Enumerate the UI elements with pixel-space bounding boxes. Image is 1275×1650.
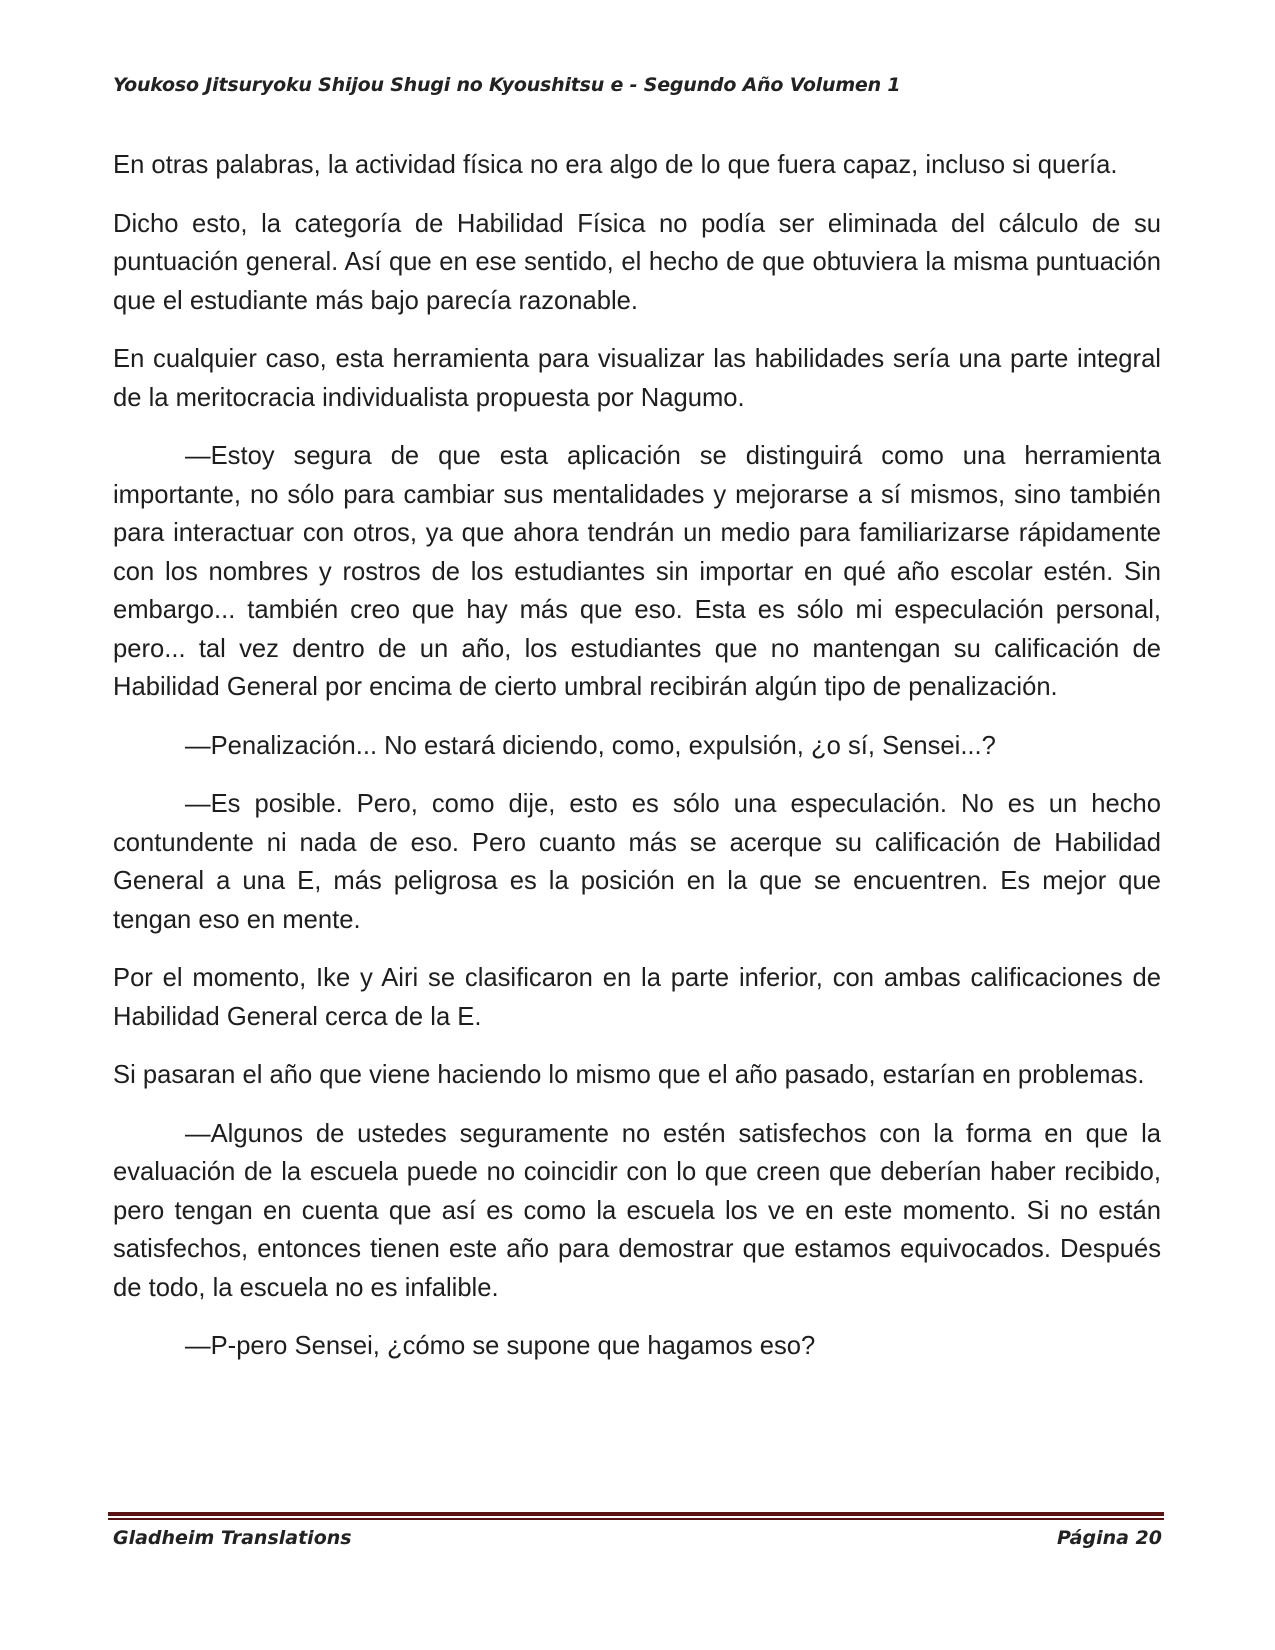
footer-rule-thin: [108, 1518, 1164, 1520]
footer-page-number: Página 20: [1056, 1527, 1162, 1549]
running-header: Youkoso Jitsuryoku Shijou Shugi no Kyoushitsu e - Segundo Año Volumen 1: [113, 74, 901, 96]
dialogue-paragraph: —Algunos de ustedes seguramente no estén satisfechos con la forma en que la evaluación de la escuela puede no coincidir con lo que creen que deberían haber recibido, pero tengan en cuenta que así es como la escuela los ve en este momento. Si no están satisfechos, entonces tienen este año para demostrar que estamos equivocados. Después de todo, la escuela no es infalible.: [113, 1119, 1161, 1302]
dialogue-paragraph: —Es posible. Pero, como dije, esto es sólo una especulación. No es un hecho contundente ni nada de eso. Pero cuanto más se acerque su calificación de Habilidad General a una E, más peligrosa es la posición en la que se encuentren. Es mejor que tengan eso en mente.: [113, 790, 1161, 934]
dialogue-paragraph: —P-pero Sensei, ¿cómo se supone que hagamos eso?: [185, 1332, 816, 1360]
dialogue-paragraph: —Estoy segura de que esta aplicación se distinguirá como una herramienta importante, no sólo para cambiar sus mentalidades y mejorarse a sí mismos, sino también para interactuar con otros, ya que ahora tendrán un medio para familiarizarse rápidamente con los nombres y rostros de los estudiantes sin importar en qué año escolar estén. Sin embargo... también creo que hay más que eso. Esta es sólo mi especulación personal, pero... tal vez dentro de un año, los estudiantes que no mantengan su calificación de Habilidad General por encima de cierto umbral recibirán algún tipo de penalización.: [113, 442, 1161, 701]
paragraph: En cualquier caso, esta herramienta para visualizar las habilidades sería una parte integral de la meritocracia individualista propuesta por Nagumo.: [113, 345, 1161, 412]
footer-rule: [108, 1512, 1164, 1516]
paragraph: Por el momento, Ike y Airi se clasificaron en la parte inferior, con ambas calificaciones de Habilidad General cerca de la E.: [113, 964, 1161, 1031]
footer-translator-credit: Gladheim Translations: [113, 1527, 352, 1549]
paragraph: Si pasaran el año que viene haciendo lo mismo que el año pasado, estarían en problemas.: [113, 1061, 1145, 1089]
body-text: [113, 146, 1161, 1386]
paragraph: Dicho esto, la categoría de Habilidad Física no podía ser eliminada del cálculo de su puntuación general. Así que en ese sentido, el hecho de que obtuviera la misma puntuación que el estudiante más bajo parecía razonable.: [113, 209, 1161, 315]
dialogue-paragraph: —Penalización... No estará diciendo, como, expulsión, ¿o sí, Sensei...?: [185, 731, 996, 760]
paragraph: En otras palabras, la actividad física no era algo de lo que fuera capaz, incluso si quería.: [113, 151, 1118, 179]
